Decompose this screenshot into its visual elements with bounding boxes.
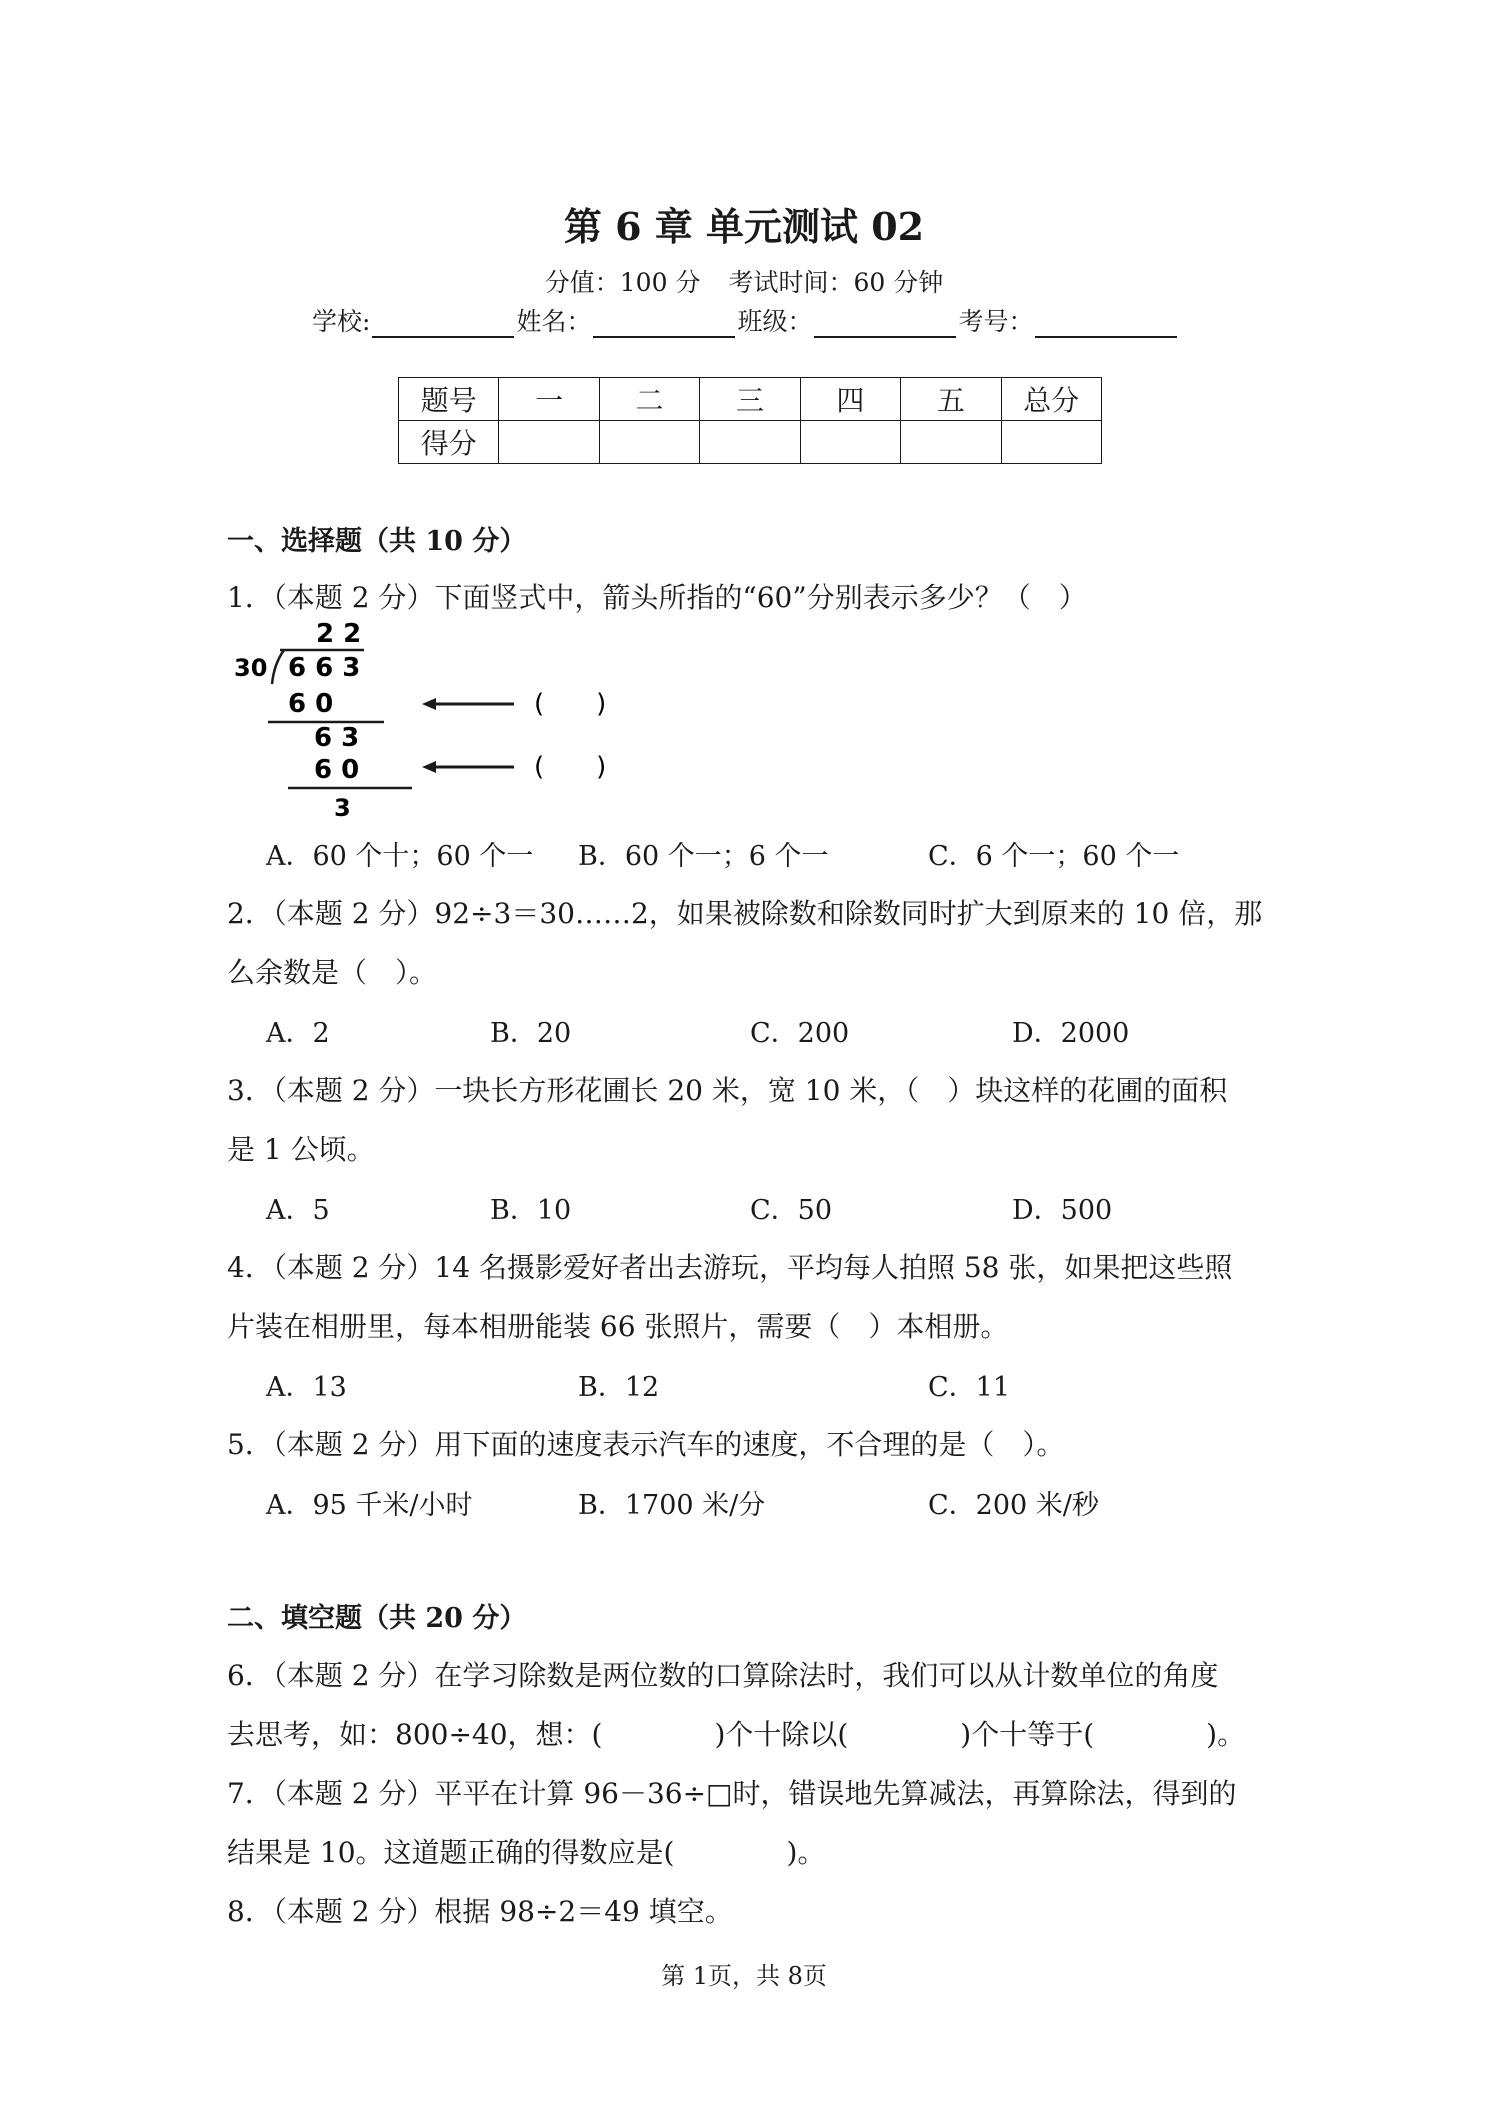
score-table-score-row [399, 421, 1102, 464]
answer-paren-2[interactable]: ( ) [534, 752, 607, 782]
option-c[interactable]: C．50 [750, 1195, 833, 1226]
page-title: 第 6 章 单元测试 02 [563, 204, 925, 249]
option-a[interactable]: A．13 [266, 1372, 347, 1403]
option-c[interactable]: C．200 [750, 1018, 850, 1049]
score-value: 分值：100 分 [544, 268, 701, 297]
option-c[interactable]: C．200 米/秒 [928, 1490, 1099, 1521]
option-a[interactable]: A．5 [266, 1195, 330, 1226]
option-b[interactable]: B．20 [490, 1018, 572, 1049]
question-2-line-1: 2．（本题 2 分）92÷3＝30……2，如果被除数和除数同时扩大到原来的 10 倍，那 [227, 897, 1263, 930]
question-1-stem: 1．（本题 2 分）下面竖式中，箭头所指的“60”分别表示多少？（ ） [227, 581, 1087, 614]
class-label: 班级： [737, 307, 813, 336]
score-input-cell[interactable] [800, 421, 900, 464]
id-field[interactable] [1035, 310, 1177, 338]
name-field[interactable] [593, 310, 735, 338]
score-cell: 总分 [1001, 378, 1101, 421]
option-b[interactable]: B．60 个一；6 个一 [578, 841, 829, 872]
score-table-header-row [399, 378, 1102, 421]
name-label: 姓名： [516, 307, 592, 336]
product-1: 6 0 [288, 689, 334, 719]
arrow-1-head [422, 698, 436, 710]
option-a[interactable]: A．95 千米/小时 [266, 1490, 473, 1521]
product-2: 6 0 [314, 755, 360, 785]
score-cell: 四 [800, 378, 900, 421]
question-8-line-1: 8．（本题 2 分）根据 98÷2＝49 填空。 [227, 1895, 733, 1928]
option-d[interactable]: D．2000 [1012, 1018, 1130, 1049]
option-b[interactable]: B．1700 米/分 [578, 1490, 766, 1521]
option-a[interactable]: A．60 个十；60 个一 [266, 841, 534, 872]
id-label: 考号： [958, 307, 1034, 336]
option-d[interactable]: D．500 [1012, 1195, 1113, 1226]
page-number: 第 1页，共 8页 [661, 1962, 827, 1990]
score-cell: 三 [700, 378, 800, 421]
option-b[interactable]: B．12 [578, 1372, 660, 1403]
division-bracket [272, 650, 284, 684]
answer-paren-1[interactable]: ( ) [534, 689, 607, 719]
remainder-2: 3 [334, 794, 351, 822]
score-input-cell[interactable] [901, 421, 1001, 464]
question-7-line-1: 7．（本题 2 分）平平在计算 96－36÷□时，错误地先算减法，再算除法，得到的 [227, 1777, 1237, 1810]
score-input-cell[interactable] [499, 421, 599, 464]
question-3-line-2: 是 1 公顷。 [227, 1133, 375, 1166]
score-input-cell[interactable] [1001, 421, 1101, 464]
score-cell: 一 [499, 378, 599, 421]
question-3-line-1: 3．（本题 2 分）一块长方形花圃长 20 米，宽 10 米，（ ）块这样的花圃的面积 [227, 1074, 1228, 1107]
option-c[interactable]: C．6 个一；60 个一 [928, 841, 1180, 872]
exam-meta [0, 263, 1488, 299]
score-cell: 得分 [399, 421, 499, 464]
section-2-title: 二、填空题（共 20 分） [227, 1603, 527, 1634]
score-input-cell[interactable] [700, 421, 800, 464]
school-label: 学校: [312, 307, 371, 336]
arrow-2-head [422, 761, 436, 773]
question-5-line-1: 5．（本题 2 分）用下面的速度表示汽车的速度，不合理的是（ ）。 [227, 1428, 1065, 1461]
long-division-figure [228, 612, 648, 822]
option-a[interactable]: A．2 [266, 1018, 330, 1049]
remainder-1: 6 3 [314, 723, 360, 753]
section-1-title: 一、选择题（共 10 分） [227, 526, 527, 557]
question-4-line-1: 4．（本题 2 分）14 名摄影爱好者出去游玩，平均每人拍照 58 张，如果把这些照 [227, 1251, 1233, 1284]
question-6-line-2: 去思考，如：800÷40，想：( )个十除以( )个十等于( )。 [227, 1718, 1246, 1751]
divisor: 30 [234, 654, 268, 682]
school-field[interactable] [372, 310, 514, 338]
score-cell: 二 [599, 378, 699, 421]
option-c[interactable]: C．11 [928, 1372, 1011, 1403]
score-input-cell[interactable] [599, 421, 699, 464]
score-table [398, 377, 1102, 464]
option-b[interactable]: B．10 [490, 1195, 572, 1226]
score-cell: 题号 [399, 378, 499, 421]
score-cell: 五 [901, 378, 1001, 421]
question-4-line-2: 片装在相册里，每本相册能装 66 张照片，需要（ ）本相册。 [227, 1310, 1009, 1343]
question-7-line-2: 结果是 10。这道题正确的得数应是( )。 [227, 1836, 826, 1869]
exam-time: 考试时间：60 分钟 [728, 268, 944, 297]
class-field[interactable] [814, 310, 956, 338]
question-2-line-2: 么余数是（ ）。 [227, 956, 438, 989]
question-6-line-1: 6．（本题 2 分）在学习除数是两位数的口算除法时，我们可以从计数单位的角度 [227, 1659, 1219, 1692]
student-info-line [312, 302, 1179, 338]
dividend: 6 6 3 [288, 653, 361, 683]
quotient: 2 2 [316, 619, 362, 649]
